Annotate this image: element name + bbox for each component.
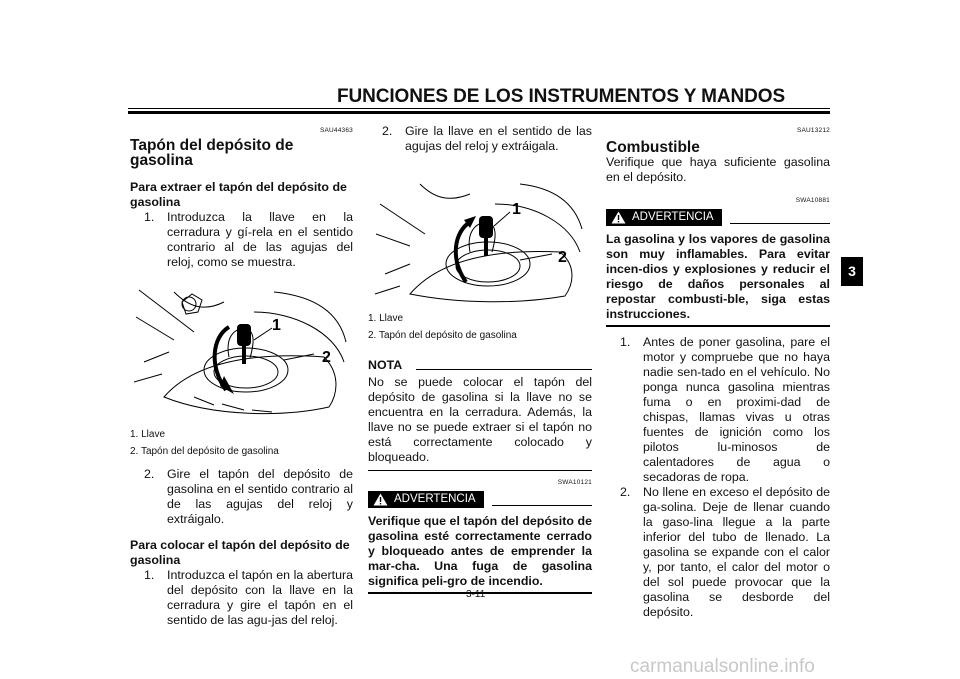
warning-code: SWA10881: [795, 197, 830, 204]
tank-ribs: [194, 397, 272, 412]
figure-caption-2: 2. Tapón del depósito de gasolina: [130, 446, 279, 457]
list-number: 1.: [144, 210, 155, 224]
list-item: [368, 124, 592, 154]
list-number: 1.: [144, 568, 155, 582]
list-text: No llene en exceso el depósito de ga-solina. Deje de llenar cuando la gaso-lina llegue a la parte inferior del tubo de llenado. La gasolina se expande con el calor y, por tanto, el calor del motor o del sol puede provocar que la gasolina se desborde del depósito.: [643, 485, 830, 619]
figure-caption-1: 1. Llave: [130, 429, 166, 440]
intro-text: Verifique que haya suficiente gasolina en el depósito.: [606, 155, 830, 184]
header-rule-thick: [128, 111, 830, 114]
warning-triangle-icon: [373, 493, 388, 506]
warning-header: [606, 209, 830, 226]
list-item: [606, 335, 830, 485]
note-rule: [416, 369, 592, 370]
callout-1: 1: [272, 317, 281, 334]
list-item: [130, 210, 353, 270]
warning-code: SWA10121: [557, 479, 592, 486]
warning-badge: [606, 209, 722, 226]
footer-watermark[interactable]: carmanualsonline.info: [630, 656, 815, 677]
column-2: [368, 124, 592, 594]
note-label: NOTA: [368, 358, 403, 372]
warning-badge: [368, 491, 484, 508]
list-item: [606, 485, 830, 620]
tank-contour: [495, 184, 582, 252]
header-rule-thin: [128, 108, 830, 109]
chapter-tab: 3: [841, 257, 863, 286]
warning-text: Verifique que el tapón del depósito de gasolina esté correctamente cerrado y bloqueado antes de emprender la mar-cha. Una fuga de gasolina significa peli-gro de incendio.: [368, 514, 592, 588]
section-code: SAU13212: [796, 127, 830, 134]
rotation-arrow-icon: [215, 327, 229, 390]
list-number: 1.: [620, 335, 631, 349]
list-item: [130, 467, 353, 527]
list-text: Gire el tapón del depósito de gasolina en el sentido contrario al de las agujas del reloj y extráigalo.: [167, 467, 353, 526]
arrow-head-icon: [220, 376, 234, 394]
warning-end-rule: [606, 325, 830, 327]
section-title: Combustible: [606, 139, 700, 156]
subheading-install: Para colocar el tapón del depósito de gasolina: [130, 538, 350, 567]
note-header: [368, 358, 592, 373]
subheading-remove: Para extraer el tapón del depósito de gasolina: [130, 180, 347, 209]
rotation-arrow-icon: [456, 222, 470, 282]
bolt-detail: [174, 292, 224, 314]
warning-label: ADVERTENCIA: [394, 493, 476, 505]
column-3: [606, 123, 830, 620]
page-header-title: FUNCIONES DE LOS INSTRUMENTOS Y MANDOS: [337, 86, 786, 107]
bolt-circle: [182, 297, 196, 311]
figure-caption-1: 1. Llave: [368, 313, 404, 324]
list-number: 2.: [382, 124, 393, 138]
page-number: 3-11: [466, 589, 486, 600]
list-number: 2.: [620, 485, 631, 499]
list-number: 2.: [144, 467, 155, 481]
callout-2: 2: [558, 249, 567, 266]
list-text: Introduzca el tapón en la abertura del depósito con la llave en la cerradura y gire el tapón en el sentido de las agu-jas del reloj.: [167, 568, 353, 627]
list-text: Gire la llave en el sentido de las agujas del reloj y extráigala.: [405, 124, 592, 153]
frame-lines: [375, 204, 425, 294]
list-text: Introduzca la llave en la cerradura y gí-rela en el sentido contrario al de las agujas del reloj, como se muestra.: [167, 210, 353, 269]
list-item: [130, 568, 353, 628]
note-end-rule: [368, 470, 592, 471]
warning-text: La gasolina y los vapores de gasolina son muy inflamables. Para evitar incen-dios y explosiones y reducir el riesgo de daños personales al repostar combusti-ble, siga estas instrucciones.: [606, 232, 830, 321]
callout-2: 2: [322, 349, 331, 366]
warning-label: ADVERTENCIA: [632, 211, 714, 223]
warning-header: [368, 491, 592, 508]
fuel-cap-illustration: [370, 164, 585, 304]
tank-body: [164, 356, 336, 414]
warning-triangle-icon: [611, 211, 626, 224]
section-title: Tapón del depósito de gasolina: [130, 137, 294, 169]
warning-rule: [492, 505, 592, 506]
warning-rule: [730, 223, 830, 224]
frame-curve: [420, 184, 470, 198]
list-text: Antes de poner gasolina, pare el motor y compruebe que no haya nadie sen-tado en el vehículo. No ponga nunca gasolina mientras fuma o en proximi-dad de chispas, llamas vivas u otras fuentes de ignición como los pilotos lu-minosos de calentadores de agua o secadoras de ropa.: [643, 335, 830, 484]
column-1: [130, 123, 353, 628]
callout-1: 1: [512, 201, 521, 218]
note-text: No se puede colocar el tapón del depósito de gasolina si la llave no se encuentra en la cerradura. Además, la llave no se puede extraer si el tapón no está correctamente colocado y bloqueado.: [368, 375, 592, 464]
frame-lines: [134, 290, 194, 382]
section-code: SAU44363: [319, 127, 353, 134]
tank-body: [410, 251, 572, 301]
fuel-cap-illustration: [134, 282, 349, 420]
figure-caption-2: 2. Tapón del depósito de gasolina: [368, 330, 517, 341]
